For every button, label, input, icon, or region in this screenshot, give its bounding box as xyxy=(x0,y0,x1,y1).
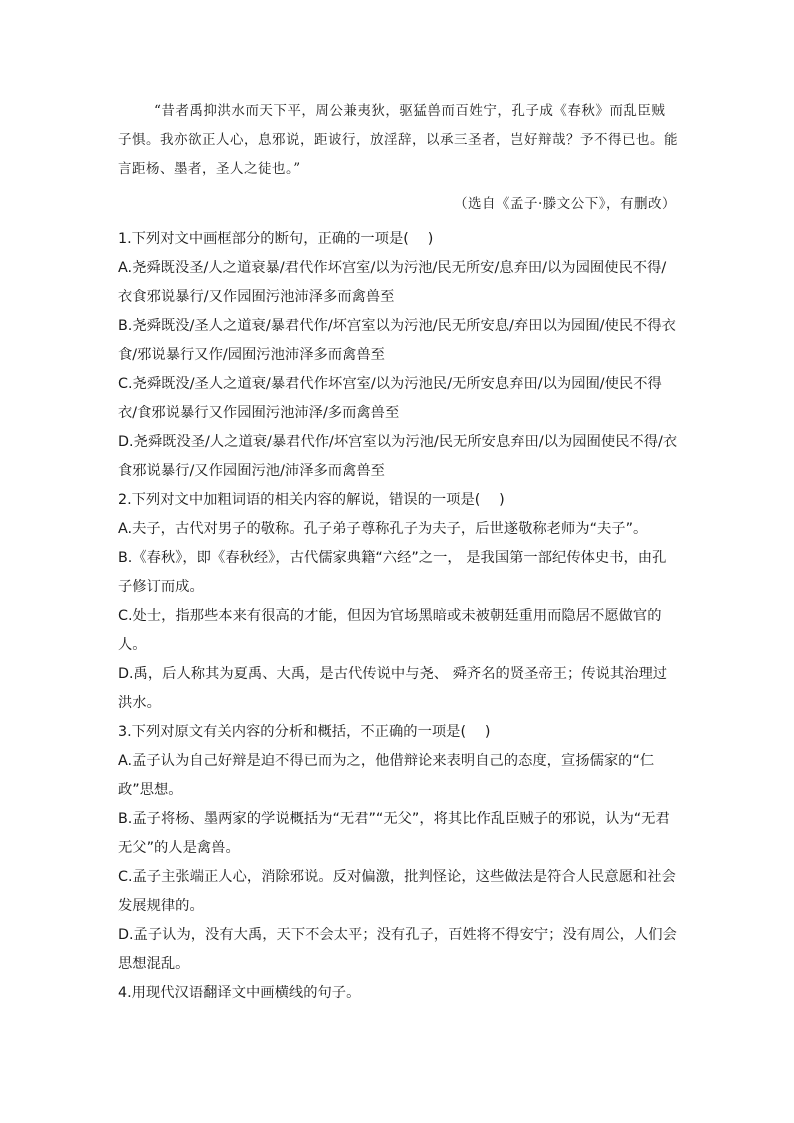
question-stem: 4.用现代汉语翻译文中画横线的句子。 xyxy=(118,985,361,1001)
question-stem: 1.下列对文中画框部分的断句，正确的一项是( ) xyxy=(118,231,434,247)
question-2 xyxy=(118,486,680,718)
option-a: A.尧舜既没圣/人之道衰暴/君代作坏宫室/以为污池/民无所安/息弃田/以为园囿使民不得/衣食邪说暴行/又作园囿污池沛泽多而禽兽至 xyxy=(118,260,667,305)
option-d: D.孟子认为，没有大禹，天下不会太平；没有孔子，百姓将不得安宁；没有周公，人们会思想混乱。 xyxy=(118,927,677,972)
passage-source: （选自《孟子·滕文公下》，有删改） xyxy=(453,196,676,212)
passage-quote: “昔者禹抑洪水而天下平，周公兼夷狄，驱猛兽而百姓宁，孔子成《春秋》而乱臣贼子惧。我亦欲正人心，息邪说，距诐行，放淫辞，以承三圣者，岂好辩哉？予不得已也。能言距杨、墨者，圣人之徒也。” xyxy=(118,103,678,177)
option-c: C.尧舜既没/圣人之道衰/暴君代作坏宫室/以为污池民/无所安息弃田/以为园囿/使民不得衣/食邪说暴行又作园囿污池沛泽/多而禽兽至 xyxy=(118,376,662,421)
option-a: A.孟子认为自己好辩是迫不得已而为之，他借辩论来表明自己的态度，宣扬儒家的“仁政”思想。 xyxy=(118,753,655,798)
option-c: C.孟子主张端正人心，消除邪说。反对偏激，批判怪论，这些做法是符合人民意愿和社会发展规律的。 xyxy=(118,869,676,914)
option-d: D.禹，后人称其为夏禹、大禹，是古代传说中与尧、 舜齐名的贤圣帝王；传说其治理过洪水。 xyxy=(118,666,668,711)
question-3 xyxy=(118,718,680,979)
question-stem: 2.下列对文中加粗词语的相关内容的解说，错误的一项是( ) xyxy=(118,492,505,508)
option-c: C.处士，指那些本来有很高的才能，但因为官场黑暗或未被朝廷重用而隐居不愿做官的人。 xyxy=(118,608,662,653)
question-list xyxy=(118,225,680,1008)
option-b: B.《春秋》，即《春秋经》，古代儒家典籍“六经”之一， 是我国第一部纪传体史书，由孔子修订而成。 xyxy=(118,550,667,595)
option-b: B.尧舜既没/圣人之道衰/暴君代作/坏宫室以为污池/民无所安息/弃田以为园囿/使民不得衣食/邪说暴行又作/园囿污池沛泽多而禽兽至 xyxy=(118,318,676,363)
option-a: A.夫子，古代对男子的敬称。孔子弟子尊称孔子为夫子，后世遂敬称老师为“夫子”。 xyxy=(118,521,648,537)
option-b: B.孟子将杨、墨两家的学说概括为“无君”“无父”，将其比作乱臣贼子的邪说，认为“无君无父”的人是禽兽。 xyxy=(118,811,670,856)
option-d: D.尧舜既没圣/人之道衰/暴君代作/坏宫室以为污池/民无所安息弃田/以为园囿使民不得/衣食邪说暴行/又作园囿污池/沛泽多而禽兽至 xyxy=(118,434,678,479)
question-4 xyxy=(118,979,680,1008)
question-stem: 3.下列对原文有关内容的分析和概括，不正确的一项是( ) xyxy=(118,724,491,740)
question-1 xyxy=(118,225,680,486)
